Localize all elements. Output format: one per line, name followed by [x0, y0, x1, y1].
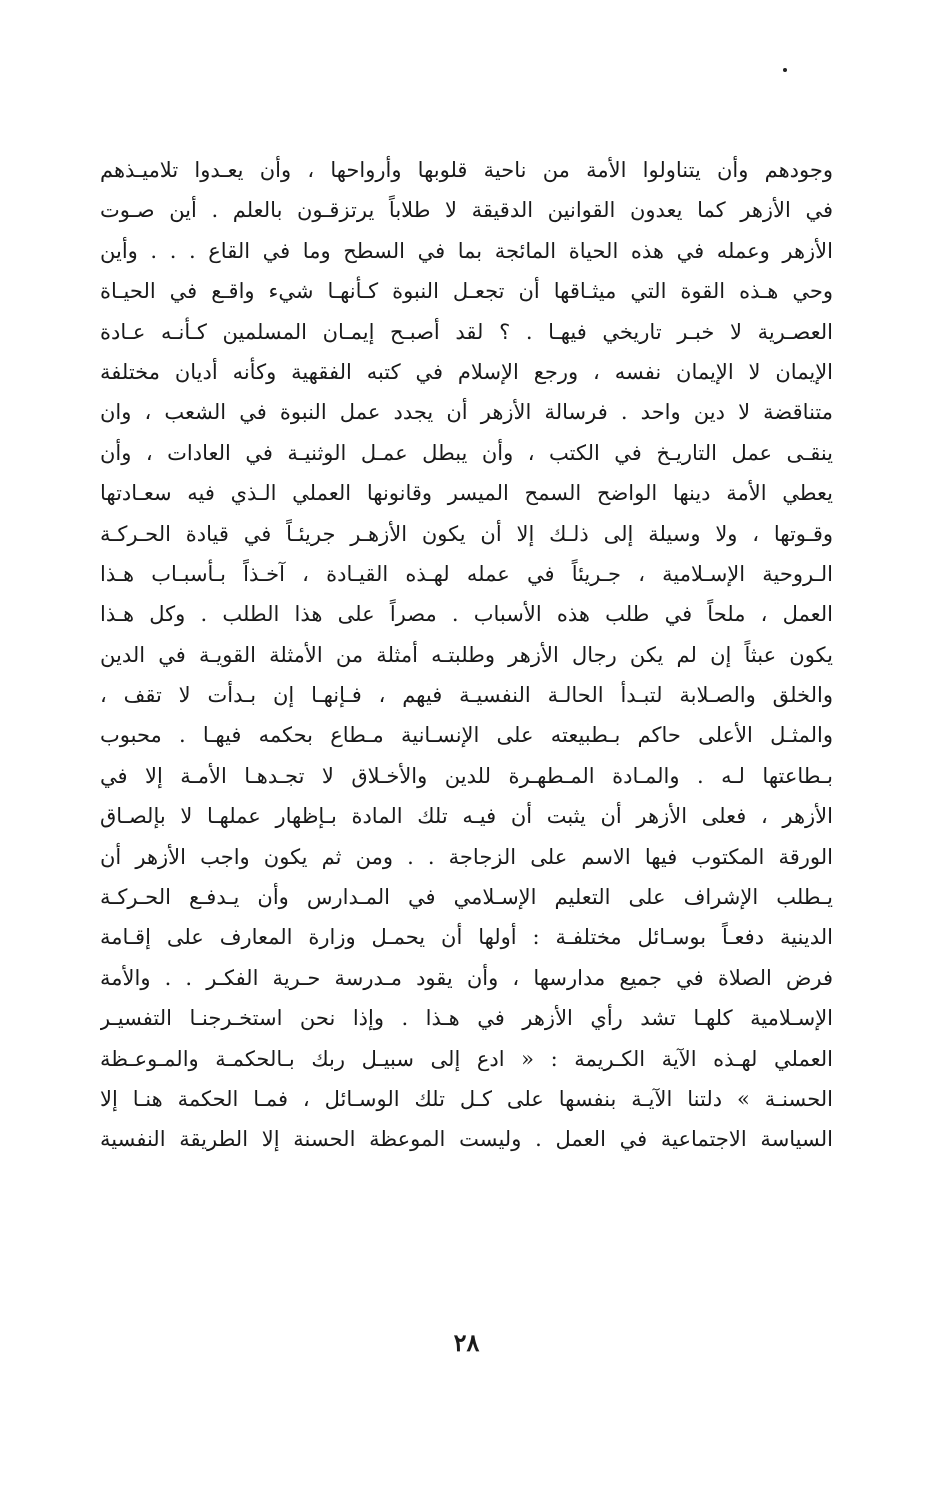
text-line: يـطلب الإشراف على التعليم الإسـلامي في المـدارس وأن يـدفـع الحـركـة	[100, 885, 833, 910]
text-line: ينقـى عمل التاريـخ في الكتب ، وأن يبطل عمـل الوثنيـة في العادات ، وأن	[100, 440, 833, 465]
text-line: السياسة الاجتماعية في العمل . وليست الموعظة الحسنة إلا الطريقة النفسية	[100, 1127, 833, 1152]
text-line: يعطي الأمة دينها الواضح السمح الميسر وقانونها العملي الـذي فيه سعـادتها	[100, 481, 833, 506]
text-line: الأزهر ، فعلى الأزهر أن يثبت أن فيـه تلك المادة بـإظهار عملهـا لا بإلصـاق	[100, 804, 833, 829]
text-line: الإسـلامية كلهـا تشد رأي الأزهر في هـذا . وإذا نحن استخـرجنـا التفسيـر	[100, 1006, 833, 1031]
text-line: الورقة المكتوب فيها الاسم على الزجاجة . . ومن ثم يكون واجب الأزهر أن	[100, 844, 833, 869]
page-number: ٢٨	[453, 1328, 480, 1357]
text-line: وجودهم وأن يتناولوا الأمة من ناحية قلوبها وأرواحها ، وأن يعـدوا تلاميـذهم	[100, 158, 833, 182]
text-line: الأزهر وعمله في هذه الحياة المائجة بما في السطح وما في القاع . . . وأين	[100, 238, 833, 263]
text-line: العملي لهـذه الآية الكـريمة : « ادع إلى سبيـل ربك بـالحكمـة والمـوعـظة	[100, 1046, 833, 1071]
text-line: بـطاعتها لـه . والمـادة المـطهـرة للدين والأخـلاق لا تجـدهـا الأمـة إلا في	[100, 763, 833, 788]
text-line: متناقضة لا دين واحد . فرسالة الأزهر أن يجدد عمل النبوة في الشعب ، وان	[100, 400, 833, 425]
text-line: والمثـل الأعلى حاكم بـطبيعته على الإنسـانية مـطاع بحكمه فيهـا . محبوب	[100, 723, 833, 748]
speck-mark	[783, 68, 787, 72]
text-line: وحي هـذه القوة التي ميثـاقها أن تجعـل النبوة كـأنهـا شيء واقـع في الحيـاة	[100, 279, 833, 304]
text-line: العمل ، ملحاً في طلب هذه الأسباب . مصراً على هذا الطلب . وكل هـذا	[100, 602, 833, 627]
text-line: وقـوتها ، ولا وسيلة إلى ذلـك إلا أن يكون الأزهـر جريئـاً في قيادة الحـركـة	[100, 521, 833, 546]
text-line: يكون عبثاً إن لم يكن رجال الأزهر وطلبتـه أمثلة من الأمثلة القويـة في الدين	[100, 642, 833, 667]
text-line: في الأزهر كما يعدون القوانين الدقيقة لا طلاباً يرتزقـون بالعلم . أين صـوت	[100, 198, 833, 223]
text-line: العصـرية لا خبـر تاريخي فيهـا . ؟ لقد أصبـح إيمـان المسلمين كـأنـه عـادة	[100, 319, 833, 344]
text-line: الدينية دفعـاً بوسـائل مختلفـة : أولها أن يحمـل وزارة المعارف على إقـامة	[100, 925, 833, 950]
text-line: الحسنـة » دلتنا الآيـة بنفسها على كـل تلك الوسـائل ، فمـا الحكمة هنـا إلا	[100, 1086, 833, 1111]
body-text	[100, 150, 833, 1160]
text-line: والخلق والصـلابة لتبـدأ الحالـة النفسيـة فيهم ، فـإنهـا إن بـدأت لا تقف ،	[100, 683, 833, 708]
text-line: الـروحية الإسـلامية ، جـريئاً في عمله لهـذه القيـادة ، آخـذاً بـأسبـاب هـذا	[100, 561, 833, 586]
text-line: فرض الصلاة في جميع مدارسها ، وأن يقود مـدرسة حـرية الفكـر . . والأمة	[100, 965, 833, 990]
text-line: الإيمان لا الإيمان نفسه ، ورجع الإسلام في كتبه الفقهية وكأنه أديان مختلفة	[100, 359, 833, 384]
